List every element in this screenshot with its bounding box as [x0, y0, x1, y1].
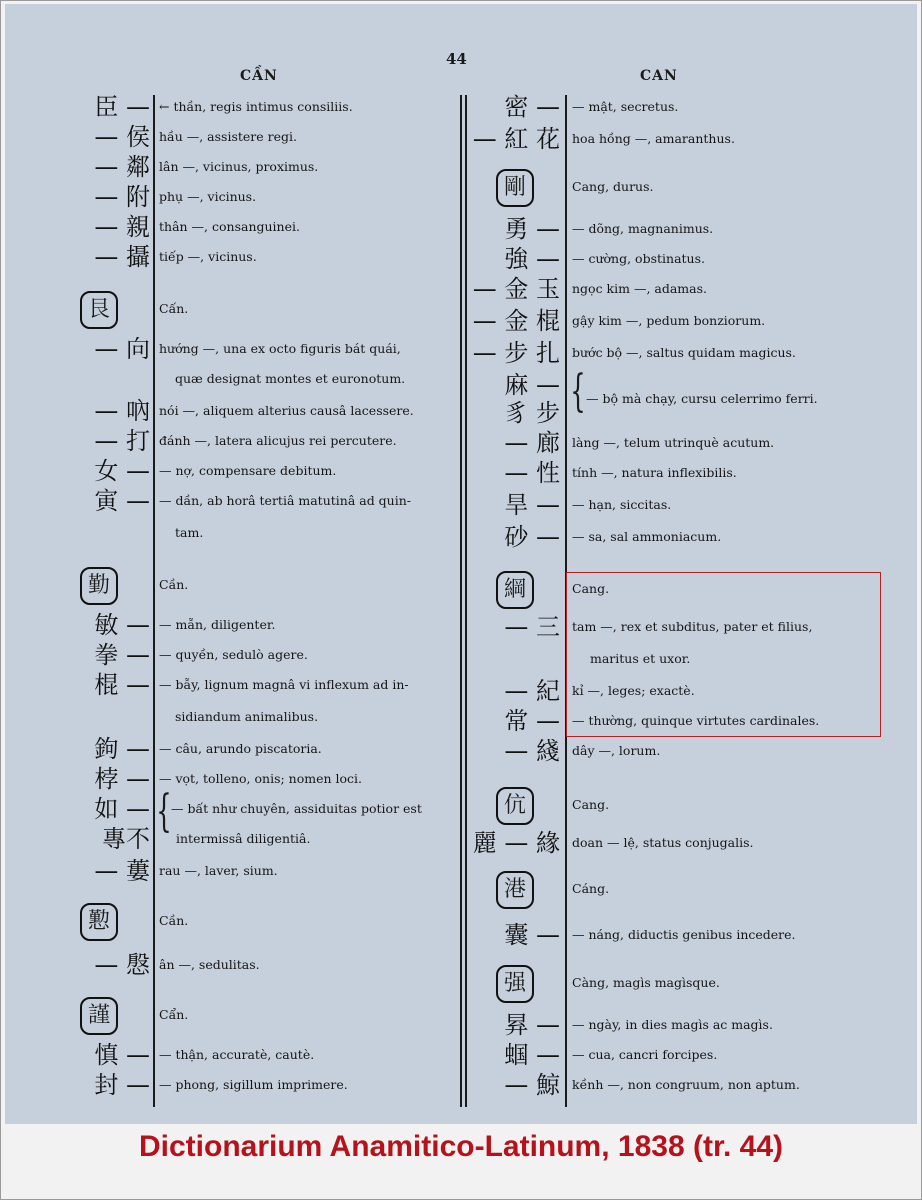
headword-box: 艮 [80, 291, 118, 329]
han-characters: 如 — [94, 795, 150, 823]
definition-text: làng —, telum utrinquè acutum. [572, 435, 775, 450]
definition-text: rau —, laver, sium. [159, 863, 278, 878]
han-characters: 蝈 — [504, 1041, 560, 1069]
page-number: 44 [446, 50, 467, 68]
han-characters: — 鯨 [504, 1071, 560, 1099]
han-characters: 寅 — [94, 487, 150, 515]
definition-text: — bẫy, lignum magnâ vi inflexum ad in- [159, 677, 409, 692]
definition-continuation: sidiandum animalibus. [175, 709, 319, 724]
definition-text: tiếp —, vicinus. [159, 249, 257, 264]
definition-text: — nợ, compensare debitum. [159, 463, 337, 478]
han-characters: 臣 — [94, 93, 150, 121]
headword-box: 勤 [80, 567, 118, 605]
definition-text: Cáng. [572, 881, 610, 896]
center-rule-a [460, 95, 462, 1107]
definition-text: — ngày, in dies magìs ac magìs. [572, 1017, 773, 1032]
definition-text: — sa, sal ammoniacum. [572, 529, 722, 544]
definition-text: Cang, durus. [572, 179, 654, 194]
headword-box: 伉 [496, 787, 534, 825]
han-characters: — 附 [94, 183, 150, 211]
han-characters: — 打 [94, 427, 150, 455]
definition-text: — náng, diductis genibus incedere. [572, 927, 796, 942]
han-characters: 強 — [504, 245, 560, 273]
definition-text: thân —, consanguinei. [159, 219, 300, 234]
han-characters: 鉤 — [94, 735, 150, 763]
definition-text: — mật, secretus. [572, 99, 679, 114]
right-column-heading: CAN [640, 68, 678, 84]
definition-text: Cang. [572, 581, 610, 596]
definition-text: Cấn. [159, 301, 189, 316]
definition-text: kềnh —, non congruum, non aptum. [572, 1077, 800, 1092]
han-characters: — 三 [504, 613, 560, 641]
headword-box: 綱 [496, 571, 534, 609]
han-characters: — 慇 [94, 951, 150, 979]
han-characters: 昪 — [504, 1011, 560, 1039]
han-characters: — 紀 [504, 677, 560, 705]
definition-text: tính —, natura inflexibilis. [572, 465, 737, 480]
han-characters: 麻 — [504, 371, 560, 399]
center-rule-b [465, 95, 467, 1107]
definition-text: — dõng, magnanimus. [572, 221, 714, 236]
definition-continuation: quæ designat montes et euronotum. [175, 371, 406, 386]
han-characters: 豸 步 [504, 399, 560, 427]
definition-text: — vọt, tolleno, onis; nomen loci. [159, 771, 363, 786]
brace-right: { [570, 366, 586, 417]
definition-text: hướng —, una ex octo figuris bát quái, [159, 341, 401, 356]
headword-box: 剛 [496, 169, 534, 207]
definition-text: phụ —, vicinus. [159, 189, 257, 204]
definition-text: ngọc kim —, adamas. [572, 281, 707, 296]
han-characters: — 金 棍 [472, 307, 560, 335]
headword-box: 謹 [80, 997, 118, 1035]
definition-text: — cua, cancri forcipes. [572, 1047, 718, 1062]
han-characters: 旱 — [504, 491, 560, 519]
headword-box: 懃 [80, 903, 118, 941]
left-column-rule [153, 95, 155, 1107]
han-characters: 勇 — [504, 215, 560, 243]
definition-text: đánh —, latera alicujus rei percutere. [159, 433, 397, 448]
han-characters: 囊 — [504, 921, 560, 949]
definition-continuation: tam. [175, 525, 204, 540]
han-characters: 慎 — [94, 1041, 150, 1069]
han-characters: — 親 [94, 213, 150, 241]
definition-text: — bất như chuyên, assiduitas potior est [171, 801, 422, 816]
left-column-heading: CẦN [240, 68, 278, 84]
definition-text: hầu —, assistere regi. [159, 129, 297, 144]
definition-text: ← thần, regis intimus consiliis. [159, 99, 353, 114]
han-characters: — 廊 [504, 429, 560, 457]
han-characters: — 紅 花 [472, 125, 560, 153]
definition-text: kỉ —, leges; exactè. [572, 683, 695, 698]
han-characters: — 性 [504, 459, 560, 487]
definition-text: hoa hồng —, amaranthus. [572, 131, 735, 146]
definition-text: — dần, ab horâ tertiâ matutinâ ad quin- [159, 493, 412, 508]
definition-text: intermissâ diligentiâ. [176, 831, 311, 846]
han-characters: — 吶 [94, 397, 150, 425]
han-characters: 麗 — 緣 [472, 829, 560, 857]
han-characters: 密 — [504, 93, 560, 121]
definition-text: — hạn, siccitas. [572, 497, 672, 512]
brace-left: { [156, 786, 172, 837]
han-characters: 砂 — [504, 523, 560, 551]
definition-text: — quyền, sedulò agere. [159, 647, 308, 662]
han-characters: — 綫 [504, 737, 560, 765]
definition-text: tam —, rex et subditus, pater et filius, [572, 619, 813, 634]
definition-text: — thận, accuratè, cautè. [159, 1047, 315, 1062]
han-characters: — 金 玉 [472, 275, 560, 303]
han-characters: 專不 [102, 825, 150, 853]
definition-text: — phong, sigillum imprimere. [159, 1077, 348, 1092]
han-characters: 棍 — [94, 671, 150, 699]
definition-text: doan — lệ, status conjugalis. [572, 835, 754, 850]
headword-box: 强 [496, 965, 534, 1003]
han-characters: 敏 — [94, 611, 150, 639]
han-characters: 封 — [94, 1071, 150, 1099]
definition-text: dây —, lorum. [572, 743, 661, 758]
definition-text: Càng, magìs magìsque. [572, 975, 720, 990]
han-characters: 常 — [504, 707, 560, 735]
definition-text: ân —, sedulitas. [159, 957, 260, 972]
definition-text: lân —, vicinus, proximus. [159, 159, 319, 174]
definition-text: — bộ mà chạy, cursu celerrimo ferri. [586, 391, 818, 406]
definition-text: — câu, arundo piscatoria. [159, 741, 322, 756]
han-characters: — 鄰 [94, 153, 150, 181]
definition-text: — thường, quinque virtutes cardinales. [572, 713, 820, 728]
han-characters: — 攝 [94, 243, 150, 271]
definition-text: — cường, obstinatus. [572, 251, 705, 266]
han-characters: 女 — [94, 457, 150, 485]
definition-text: Cần. [159, 577, 189, 592]
definition-text: Cang. [572, 797, 610, 812]
han-characters: 拳 — [94, 641, 150, 669]
definition-text: bước bộ —, saltus quidam magicus. [572, 345, 796, 360]
headword-box: 港 [496, 871, 534, 909]
definition-text: — mẫn, diligenter. [159, 617, 276, 632]
han-characters: — 向 [94, 335, 150, 363]
definition-text: nói —, aliquem alterius causâ lacessere. [159, 403, 414, 418]
definition-text: Cẩn. [159, 1007, 189, 1022]
han-characters: 桲 — [94, 765, 150, 793]
han-characters: — 蔞 [94, 857, 150, 885]
definition-continuation: maritus et uxor. [590, 651, 691, 666]
definition-text: Cần. [159, 913, 189, 928]
han-characters: — 步 扎 [472, 339, 560, 367]
definition-text: gậy kim —, pedum bonziorum. [572, 313, 766, 328]
han-characters: — 侯 [94, 123, 150, 151]
caption: Dictionarium Anamitico-Latinum, 1838 (tr. 44) [138, 1130, 784, 1163]
highlight-box [566, 572, 881, 737]
